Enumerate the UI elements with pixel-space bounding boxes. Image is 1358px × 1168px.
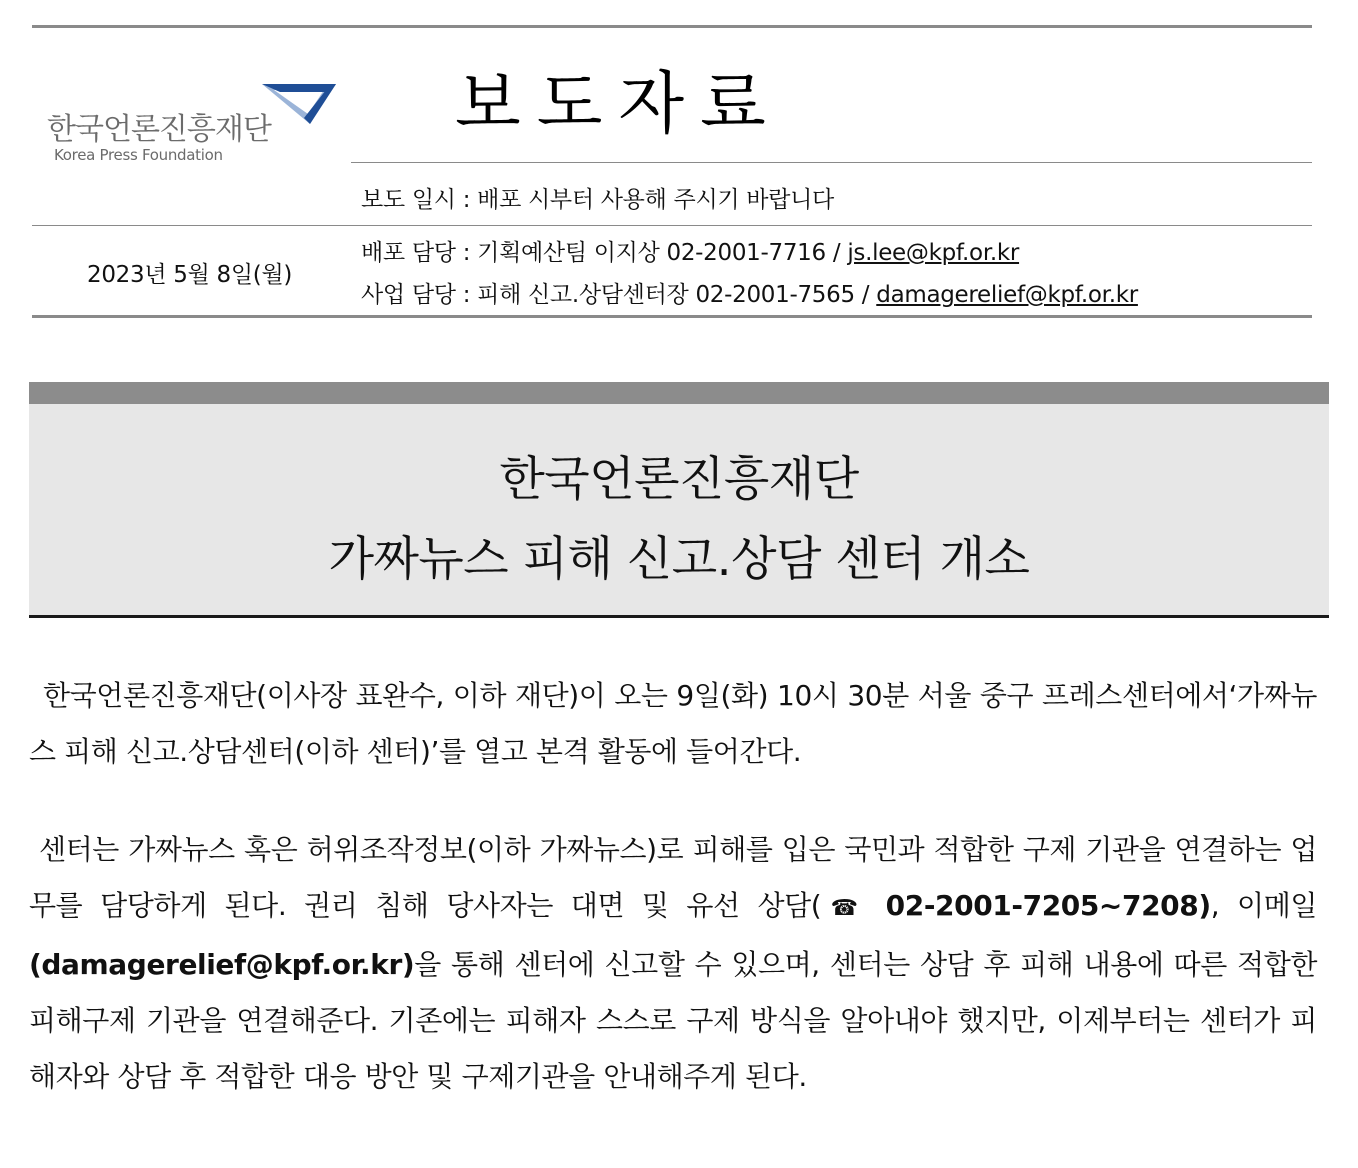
headline-line-1: 한국언론진흥재단 — [499, 452, 859, 507]
body-paragraph-2-text-b: , 이메일 — [1210, 889, 1318, 922]
distribution-email-link[interactable]: js.lee@kpf.or.kr — [847, 240, 1020, 266]
top-rule — [32, 25, 1312, 28]
business-contact — [361, 276, 1138, 309]
consult-phone-number: 02-2001-7205~7208) — [867, 889, 1211, 922]
release-time: 보도 일시 : 배포 시부터 사용해 주시기 바랍니다 — [361, 187, 834, 213]
body-paragraph-2 — [29, 822, 1317, 1105]
body-paragraph-2-text-c: 을 통해 센터에 신고할 수 있으며, 센터는 상담 후 피해 내용에 따른 적합한 피해구제 기관을 연결해준다. 기존에는 피해자 스스로 구제 방식을 알아내야 했지만, 이제부터는 센터가 피해자와 상담 후 적합한 대응 방안 및 구제기관을 안내해주게 된다. — [29, 948, 1317, 1093]
distribution-contact-text: 배포 담당 : 기획예산팀 이지상 02-2001-7716 / — [361, 240, 848, 266]
body-paragraph-2-text-a: 센터는 가짜뉴스 혹은 허위조작정보(이하 가짜뉴스)로 피해를 입은 국민과 적합한 구제 기관을 연결하는 업무를 담당하게 된다. 권리 침해 당사자는 대면 및 유선 상담( — [29, 833, 1317, 922]
body-paragraph-1-text: 한국언론진흥재단(이사장 표완수, 이하 재단)이 오는 9일(화) 10시 30분 서울 중구 프레스센터에서‘가짜뉴스 피해 신고.상담센터(이하 센터)’를 열고 본격 활동에 들어간다. — [29, 679, 1317, 768]
business-contact-text: 사업 담당 : 피해 신고.상담센터장 02-2001-7565 / — [361, 282, 877, 308]
header-bottom-rule — [32, 315, 1312, 318]
logo-name-en: Korea Press Foundation — [54, 146, 223, 164]
kpf-logo-mark-icon — [260, 78, 338, 128]
kpf-logo — [44, 78, 344, 168]
headline-top-bar — [29, 382, 1329, 404]
headline-box — [29, 404, 1329, 618]
distribution-contact — [361, 234, 1019, 267]
release-date: 2023년 5월 8일(월) — [87, 262, 293, 288]
business-email-link[interactable]: damagerelief@kpf.or.kr — [876, 282, 1138, 308]
consult-email[interactable]: (damagerelief@kpf.or.kr) — [29, 948, 415, 981]
release-rule — [32, 225, 1312, 226]
headline-line-2: 가짜뉴스 피해 신고.상담 센터 개소 — [328, 532, 1030, 587]
document-title: 보도자료 — [455, 65, 782, 144]
body-paragraph-1 — [29, 668, 1317, 780]
phone-icon: ☎ — [821, 896, 867, 921]
logo-name-ko: 한국언론진흥재단 — [47, 112, 271, 147]
title-rule — [351, 162, 1312, 163]
